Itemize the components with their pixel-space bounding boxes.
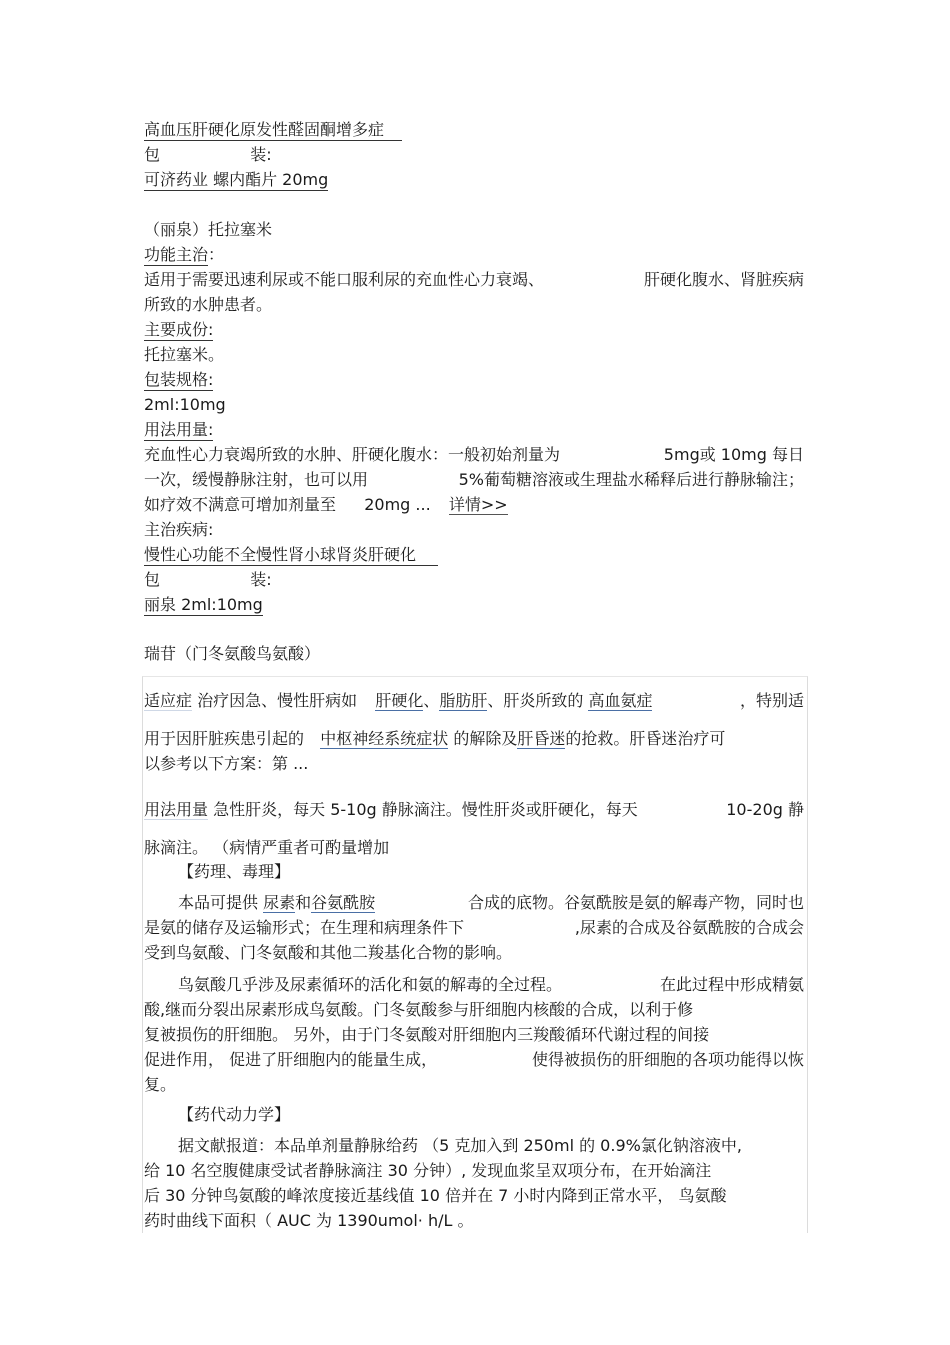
usage-line-1b: 5mg或 10mg 每日	[663, 445, 804, 464]
dosage-line-1b: 10-20g 静	[726, 800, 804, 819]
pk-line-1: 据文献报道：本品单剂量静脉给药 （5 克加入到 250ml 的 0.9%氯化钠溶液中,	[178, 1136, 742, 1155]
indication-line-2a: 用于因肝脏疾患引起的	[144, 729, 305, 748]
detail-link[interactable]: 详情>>	[448, 495, 508, 514]
indication-text-1: 治疗因急、慢性肝病如	[197, 691, 358, 710]
pk-line-4: 药时曲线下面积（ AUC 为 1390umol· h/L 。	[144, 1211, 474, 1230]
usage-label	[144, 420, 213, 440]
indication-line-1	[144, 691, 804, 711]
product-title-2: （丽泉）托拉塞米	[144, 220, 273, 239]
pharm-p1-line-1	[178, 893, 804, 913]
keyword-fatty-liver[interactable]: 脂肪肝	[439, 691, 488, 710]
keyword-hepatic-coma[interactable]: 肝昏迷	[517, 729, 566, 748]
keyword-urea[interactable]: 尿素	[263, 893, 296, 912]
keyword-glutamine[interactable]: 谷氨酰胺	[311, 893, 376, 912]
usage-line-3	[144, 495, 508, 515]
pharm-p2-line-5: 复。	[144, 1075, 177, 1094]
pk-line-2: 给 10 名空腹健康受试者静脉滴注 30 分钟）, 发现血浆呈双项分布，在开始滴注	[144, 1161, 712, 1180]
indication-line-2	[144, 729, 725, 749]
disease-list-2-text: 慢性心功能不全慢性肾小球肾炎肝硬化	[144, 545, 438, 566]
usage-line-1	[144, 445, 804, 465]
product-title-3: 瑞苷（门冬氨酸鸟氨酸）	[144, 644, 321, 663]
pharm-p2-line-1a: 鸟氨酸几乎涉及尿素循环的活化和氨的解毒的全过程。	[178, 975, 563, 994]
ingredient-value: 托拉塞米。	[144, 345, 225, 364]
pharm-p2-line-1b: 在此过程中形成精氨	[659, 975, 804, 994]
pharm-p1-line-2	[144, 918, 804, 938]
disease-list-1-text: 高血压肝硬化原发性醛固酮增多症	[144, 120, 402, 141]
usage-line-2a: 一次，缓慢静脉注射，也可以用	[144, 470, 369, 489]
usage-line-2	[144, 470, 804, 490]
pharm-p1-line-3: 受到鸟氨酸、门冬氨酸和其他二羧基化合物的影响。	[144, 943, 513, 962]
disease-list-2	[144, 545, 438, 565]
dosage-line-1a: 急性肝炎，每天 5-10g 静脉滴注。慢性肝炎或肝硬化，每天	[213, 800, 638, 819]
disease-list-1	[144, 120, 402, 140]
keyword-cns-symptoms[interactable]: 中枢神经系统症状	[320, 729, 449, 748]
pharm-p1-and: 和	[295, 893, 312, 912]
keyword-hyperammonemia[interactable]: 高血氨症	[588, 691, 653, 710]
func-label-text: 功能主治	[144, 245, 209, 264]
pharm-p2-line-4b: 使得被损伤的肝细胞的各项功能得以恢	[531, 1050, 804, 1069]
pack-value-2	[144, 595, 263, 615]
pharm-p1-line-1b: 合成的底物。谷氨酰胺是氨的解毒产物，同时也	[467, 893, 804, 912]
usage-line-1a: 充血性心力衰竭所致的水肿、肝硬化腹水：一般初始剂量为	[144, 445, 561, 464]
indication-line-3: 以参考以下方案：第 ...	[144, 754, 309, 773]
pack-value-1-text: 可济药业 螺内酯片 20mg	[144, 170, 329, 189]
pack-label-2-b: 装:	[250, 570, 272, 589]
indication-line-2b: 的解除及	[453, 729, 518, 748]
disease-label-2: 主治疾病:	[144, 520, 214, 539]
indication-tag: 适应症	[144, 691, 193, 710]
spec-label-text: 包装规格:	[144, 370, 214, 389]
pharm-p1-line-1a: 本品可提供	[178, 893, 259, 912]
pharmacology-heading: 【药理、毒理】	[178, 862, 291, 881]
pack-value-2-text: 丽泉 2ml:10mg	[144, 595, 263, 614]
pharm-p2-line-1	[178, 975, 804, 995]
func-line-1b: 肝硬化腹水、肾脏疾病	[643, 270, 804, 289]
func-line-1a: 适用于需要迅速利尿或不能口服利尿的充血性心力衰竭、	[144, 270, 545, 289]
usage-label-text: 用法用量:	[144, 420, 214, 439]
pk-line-3: 后 30 分钟鸟氨酸的峰浓度接近基线值 10 倍并在 7 小时内降到正常水平， 鸟氨酸	[144, 1186, 727, 1205]
pack-label-1	[144, 145, 272, 165]
indication-line-2c: 的抢救。肝昏迷治疗可	[565, 729, 726, 748]
pack-value-1	[144, 170, 328, 190]
pack-label-2-a: 包	[144, 570, 161, 589]
func-colon: ：	[208, 245, 225, 264]
pack-label-1-b: 装:	[250, 145, 272, 164]
indication-text-2: 、肝炎所致的	[487, 691, 584, 710]
func-label	[144, 245, 224, 265]
keyword-liver-cirrhosis[interactable]: 肝硬化	[375, 691, 424, 710]
pack-label-1-a: 包	[144, 145, 161, 164]
pharmacokinetics-heading: 【药代动力学】	[178, 1105, 291, 1124]
dosage-line-1	[144, 800, 804, 820]
pharm-p2-line-3: 复被损伤的肝细胞。 另外，由于门冬氨酸对肝细胞内三羧酸循环代谢过程的间接	[144, 1025, 710, 1044]
usage-line-2b: 5%葡萄糖溶液或生理盐水稀释后进行静脉输注；	[458, 470, 804, 489]
spec-label	[144, 370, 213, 390]
dosage-line-2: 脉滴注。 （病情严重者可酌量增加	[144, 838, 390, 857]
dosage-tag: 用法用量	[144, 800, 209, 819]
pharm-p2-line-4a: 促进作用， 促进了肝细胞内的能量生成，	[144, 1050, 438, 1069]
pack-label-2	[144, 570, 272, 590]
usage-line-3a: 如疗效不满意可增加剂量至	[144, 495, 337, 514]
pharm-p2-line-2: 酸,继而分裂出尿素形成鸟氨酸。门冬氨酸参与肝细胞内核酸的合成，以利于修	[144, 1000, 694, 1019]
pharm-p1-line-2a: 是氨的储存及运输形式；在生理和病理条件下	[144, 918, 465, 937]
ingredient-label	[144, 320, 213, 340]
spec-value: 2ml:10mg	[144, 395, 226, 414]
func-line-1	[144, 270, 804, 290]
pharm-p1-line-2b: ,尿素的合成及谷氨酰胺的合成会	[574, 918, 804, 937]
indication-sep: 、	[423, 691, 440, 710]
func-line-2: 所致的水肿患者。	[144, 295, 273, 314]
indication-text-3: ，特别适	[739, 691, 804, 710]
ingredient-label-text: 主要成份:	[144, 320, 214, 339]
pharm-p2-line-4	[144, 1050, 804, 1070]
usage-line-3b: 20mg ...	[364, 495, 431, 514]
